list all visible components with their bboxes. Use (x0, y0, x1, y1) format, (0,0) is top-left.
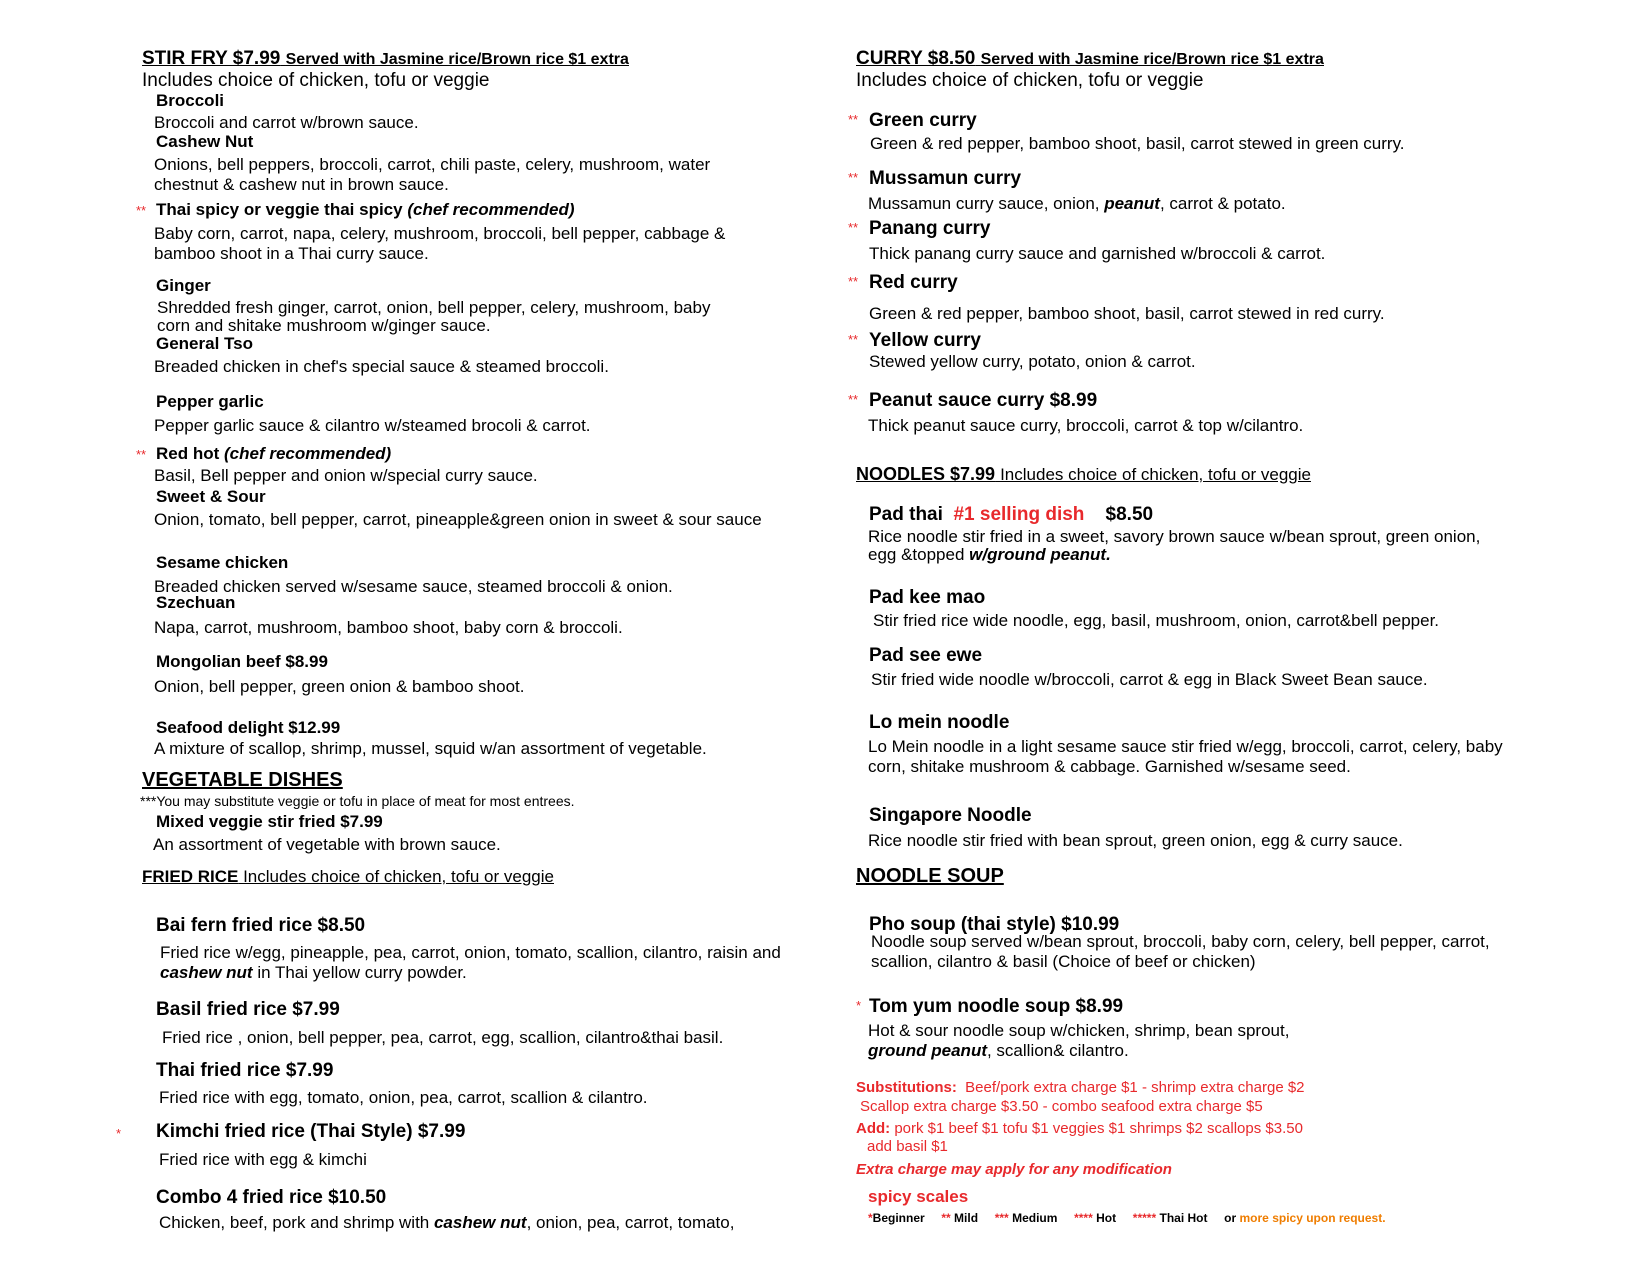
stir-fry-subtitle: Includes choice of chicken, tofu or veggie (142, 70, 490, 91)
menu-item-name: Green curry (869, 110, 977, 131)
spice-marker: ** (848, 332, 859, 347)
menu-item-desc: Stir fried wide noodle w/broccoli, carrot & egg in Black Sweet Bean sauce. (871, 670, 1428, 689)
add-line-2: add basil $1 (867, 1138, 948, 1155)
substitutions-line: Substitutions: Beef/pork extra charge $1 - shrimp extra charge $2 (856, 1079, 1305, 1096)
scale-or: or (1224, 1211, 1237, 1225)
menu-item-desc: Onion, tomato, bell pepper, carrot, pineapple&green onion in sweet & sour sauce (154, 510, 762, 529)
fried-rice-title: FRIED RICE Includes choice of chicken, tofu or veggie (142, 867, 554, 886)
menu-item-desc: Onion, bell pepper, green onion & bamboo shoot. (154, 677, 525, 696)
menu-item-name: Kimchi fried rice (Thai Style) $7.99 (156, 1121, 466, 1142)
vegetable-note: ***You may substitute veggie or tofu in place of meat for most entrees. (140, 793, 575, 809)
spice-marker: ** (848, 392, 859, 407)
menu-item-desc: Thick peanut sauce curry, broccoli, carrot & top w/cilantro. (868, 416, 1304, 435)
menu-item-desc: Thick panang curry sauce and garnished w/broccoli & carrot. (869, 244, 1326, 263)
menu-item-name: Mongolian beef $8.99 (156, 652, 328, 671)
spicy-scale-legend (868, 1212, 1386, 1226)
spice-marker: ** (848, 274, 859, 289)
menu-item-name: Bai fern fried rice $8.50 (156, 915, 366, 936)
spice-marker: ** (848, 112, 859, 127)
menu-item-desc: Rice noodle stir fried with bean sprout, green onion, egg & curry sauce. (868, 831, 1403, 850)
scale-hot: **** Hot (1074, 1211, 1117, 1225)
curry-note: Served with Jasmine rice/Brown rice $1 extra (980, 51, 1324, 68)
spice-marker: ** (136, 203, 147, 218)
menu-item-name: Red curry (869, 272, 958, 293)
chef-recommended-tag: (chef recommended) (407, 200, 575, 219)
menu-item-desc: Fried rice w/egg, pineapple, pea, carrot, onion, tomato, scallion, cilantro, raisin and cashew nut in Thai yellow curry powder. (160, 943, 781, 982)
menu-item-desc: Baby corn, carrot, napa, celery, mushroom, broccoli, bell pepper, cabbage & bamboo shoot in a Thai curry sauce. (154, 224, 726, 263)
substitutions-label: Substitutions: (856, 1079, 957, 1096)
menu-item-name: Mussamun curry (869, 168, 1022, 189)
menu-item-name: Pho soup (thai style) $10.99 (869, 914, 1120, 935)
menu-item-desc: Basil, Bell pepper and onion w/special curry sauce. (154, 466, 538, 485)
menu-item-desc: Stewed yellow curry, potato, onion & carrot. (869, 352, 1196, 371)
scale-thai-hot: ***** Thai Hot (1132, 1211, 1208, 1225)
menu-item-name: Thai spicy or veggie thai spicy (chef recommended) (156, 200, 575, 219)
menu-item-desc: Green & red pepper, bamboo shoot, basil, carrot stewed in red curry. (869, 304, 1385, 323)
menu-item-desc: An assortment of vegetable with brown sauce. (153, 835, 501, 854)
scale-beginner: *Beginner (868, 1211, 925, 1225)
modification-note: Extra charge may apply for any modification (856, 1161, 1172, 1178)
spice-marker: ** (136, 447, 147, 462)
menu-item-desc: Shredded fresh ginger, carrot, onion, bell pepper, celery, mushroom, baby corn and shitake mushroom w/ginger sauce. (157, 298, 711, 335)
menu-item-desc: Hot & sour noodle soup w/chicken, shrimp, bean sprout, ground peanut, scallion& cilantro. (868, 1021, 1290, 1060)
curry-subtitle: Includes choice of chicken, tofu or veggie (856, 70, 1204, 91)
menu-item-desc: Fried rice , onion, bell pepper, pea, carrot, egg, scallion, cilantro&thai basil. (162, 1028, 724, 1047)
best-seller-tag: #1 selling dish (953, 504, 1085, 525)
menu-item-name: Pad kee mao (869, 587, 986, 608)
menu-item-name: Panang curry (869, 218, 991, 239)
menu-item-desc: Fried rice with egg & kimchi (159, 1150, 367, 1169)
noodles-title: NOODLES $7.99 Includes choice of chicken, tofu or veggie (856, 464, 1311, 484)
menu-item-desc: Green & red pepper, bamboo shoot, basil, carrot stewed in green curry. (870, 134, 1405, 153)
noodle-soup-title: NOODLE SOUP (856, 865, 1004, 887)
menu-item-desc: Stir fried rice wide noodle, egg, basil, mushroom, onion, carrot&bell pepper. (873, 611, 1440, 630)
menu-item-name: Yellow curry (869, 330, 981, 351)
menu-item-name: Pepper garlic (156, 392, 264, 411)
spice-marker: * (856, 998, 862, 1013)
curry-title: CURRY $8.50 Served with Jasmine rice/Brown rice $1 extra (856, 48, 1324, 69)
menu-item-desc: Noodle soup served w/bean sprout, broccoli, baby corn, celery, bell pepper, carrot, scallion, cilantro & basil (Choice of beef or chicken) (871, 932, 1490, 971)
menu-item-name: Combo 4 fried rice $10.50 (156, 1187, 387, 1208)
menu-item-name: General Tso (156, 334, 253, 353)
menu-item-name: Lo mein noodle (869, 712, 1010, 733)
menu-item-name: Basil fried rice $7.99 (156, 999, 340, 1020)
menu-item-desc: Lo Mein noodle in a light sesame sauce stir fried w/egg, broccoli, carrot, celery, baby corn, shitake mushroom & cabbage. Garnished w/sesame seed. (868, 737, 1503, 776)
add-line: Add: pork $1 beef $1 tofu $1 veggies $1 shrimps $2 scallops $3.50 (856, 1120, 1303, 1137)
menu-item-desc: Breaded chicken served w/sesame sauce, steamed broccoli & onion. (154, 577, 673, 596)
spice-marker: ** (848, 220, 859, 235)
menu-item-desc: Fried rice with egg, tomato, onion, pea, carrot, scallion & cilantro. (159, 1088, 648, 1107)
substitutions-line-2: Scallop extra charge $3.50 - combo seafood extra charge $5 (860, 1098, 1263, 1115)
menu-item-desc: Mussamun curry sauce, onion, peanut, carrot & potato. (868, 194, 1286, 213)
menu-item-name: Seafood delight $12.99 (156, 718, 341, 737)
menu-item-name: Broccoli (156, 91, 225, 110)
chef-recommended-tag: (chef recommended) (224, 444, 392, 463)
spice-marker: * (116, 1126, 122, 1141)
menu-item-name: Thai fried rice $7.99 (156, 1060, 334, 1081)
menu-item-desc: Rice noodle stir fried in a sweet, savory brown sauce w/bean sprout, green onion, egg &topped w/ground peanut. (868, 527, 1481, 564)
more-spicy-note: more spicy upon request. (1239, 1211, 1386, 1225)
menu-item-name: Mixed veggie stir fried $7.99 (156, 812, 383, 831)
menu-item-desc: Chicken, beef, pork and shrimp with cashew nut, onion, pea, carrot, tomato, (159, 1213, 735, 1232)
menu-item-name: Sesame chicken (156, 553, 289, 572)
menu-item-name: Szechuan (156, 593, 236, 612)
menu-item-name: Pad thai #1 selling dish $8.50 (869, 504, 1154, 525)
menu-item-name: Red hot (chef recommended) (156, 444, 392, 463)
fried-rice-note: Includes choice of chicken, tofu or veggie (243, 867, 554, 886)
menu-item-desc: Broccoli and carrot w/brown sauce. (154, 113, 419, 132)
menu-item-name: Tom yum noodle soup $8.99 (869, 996, 1124, 1017)
menu-item-name: Peanut sauce curry $8.99 (869, 390, 1098, 411)
menu-item-desc: A mixture of scallop, shrimp, mussel, squid w/an assortment of vegetable. (154, 739, 707, 758)
menu-item-desc: Napa, carrot, mushroom, bamboo shoot, baby corn & broccoli. (154, 618, 623, 637)
menu-item-name: Sweet & Sour (156, 487, 266, 506)
vegetable-dishes-title: VEGETABLE DISHES (142, 769, 343, 791)
add-label: Add: (856, 1120, 891, 1137)
menu-item-desc: Pepper garlic sauce & cilantro w/steamed brocoli & carrot. (154, 416, 591, 435)
menu-item-desc: Breaded chicken in chef's special sauce & steamed broccoli. (154, 357, 609, 376)
stir-fry-note: Served with Jasmine rice/Brown rice $1 extra (285, 51, 629, 68)
spice-marker: ** (848, 170, 859, 185)
menu-item-name: Singapore Noodle (869, 805, 1032, 826)
menu-item-name: Ginger (156, 276, 211, 295)
spicy-scales-title: spicy scales (868, 1187, 969, 1206)
menu-item-name: Pad see ewe (869, 645, 983, 666)
scale-mild: ** Mild (941, 1211, 979, 1225)
menu-item-name: Cashew Nut (156, 132, 254, 151)
stir-fry-title: STIR FRY $7.99 Served with Jasmine rice/Brown rice $1 extra (142, 48, 629, 69)
scale-medium: *** Medium (994, 1211, 1058, 1225)
noodles-note: Includes choice of chicken, tofu or veggie (1000, 465, 1311, 484)
menu-item-desc: Onions, bell peppers, broccoli, carrot, chili paste, celery, mushroom, water chestnut & cashew nut in brown sauce. (154, 155, 711, 194)
